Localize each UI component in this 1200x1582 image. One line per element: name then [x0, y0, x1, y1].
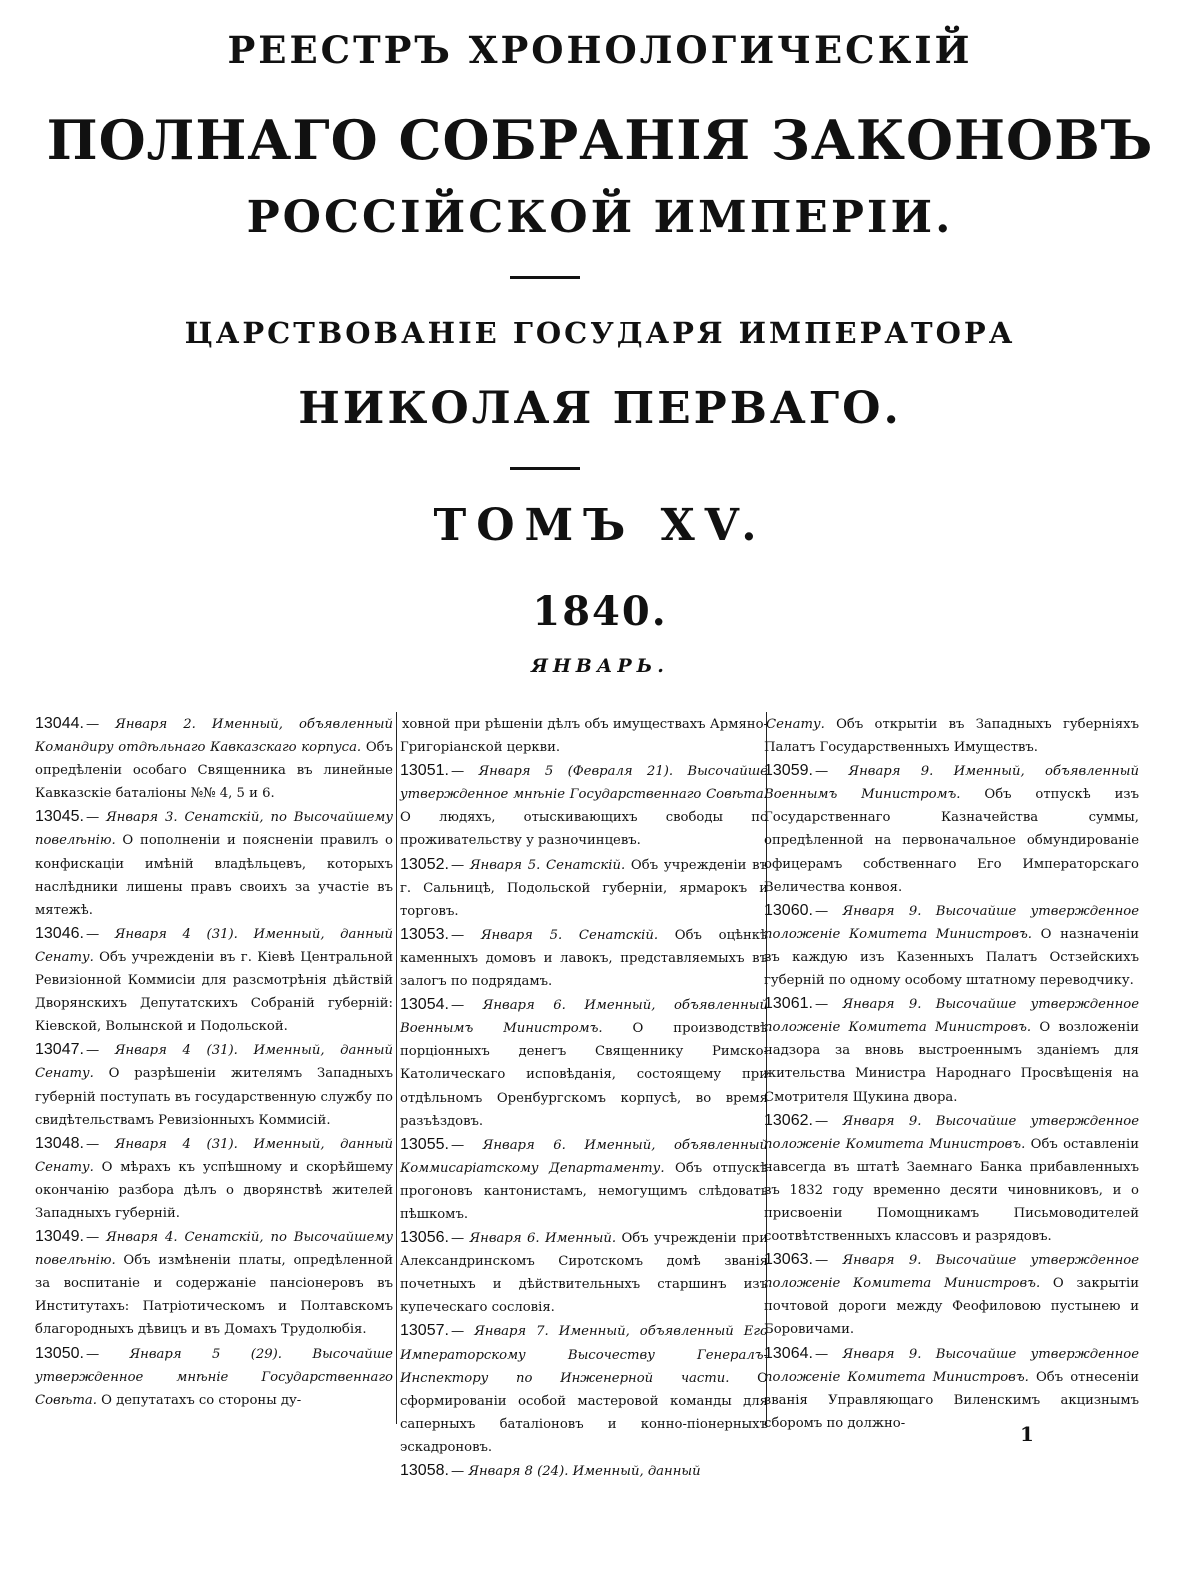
entry-number: 13053. [400, 925, 449, 943]
law-entry [764, 1248, 1139, 1341]
entry-text: Объ измѣненіи платы, опредѣленной за воспитаніе и содержаніе пансіонеровъ въ Институтахъ: Патріотическомъ и Полтавскомъ благородныхъ дѣвицъ и въ Домахъ Трудолюбія. [35, 1253, 393, 1338]
entry-heading: — Января 4 (31). Именный, данный Сенату. [35, 926, 393, 965]
page-number: 1 [1020, 1422, 1034, 1446]
law-entry [764, 712, 1139, 759]
entry-heading: — Января 9. Высочайше утвержденное положеніе Комитета Министровъ. [764, 903, 1139, 942]
law-entry [35, 805, 393, 921]
header-line-registry: РЕЕСТРЪ ХРОНОЛОГИЧЕСКІЙ [227, 28, 973, 72]
entry-number: 13048. [35, 1134, 84, 1152]
entry-heading: — Января 9. Высочайше утвержденное положеніе Комитета Министровъ. [764, 1113, 1139, 1152]
entry-heading: — Января 4. Сенатскій, по Высочайшему повелѣнію. [35, 1230, 393, 1269]
header-line-collection: ПОЛНАГО СОБРАНІЯ ЗАКОНОВЪ [46, 108, 1154, 172]
entry-heading: — Января 5. Сенатскій. [450, 927, 659, 943]
law-entry [400, 923, 768, 993]
entry-number: 13058. [400, 1462, 449, 1479]
entry-text: О разрѣшеніи жителямъ Западныхъ губерній поступать въ государственную службу по свидѣтельствамъ Ревизіонныхъ Коммисій. [35, 1066, 393, 1128]
text-column [35, 712, 393, 1412]
month-heading: ЯНВАРЬ. [531, 655, 669, 677]
entry-number: 13062. [764, 1111, 813, 1129]
volume-title: ТОМЪ XV. [433, 500, 767, 551]
law-entry [400, 1459, 768, 1483]
entry-text: Объ учрежденіи въ г. Сальницѣ, Подольской губерніи, ярмарокъ и торговъ. [400, 857, 768, 919]
entry-heading: — Января 9. Высочайше утвержденное положеніе Комитета Министровъ. [764, 1346, 1139, 1385]
law-entry [764, 899, 1139, 992]
entry-text: Объ отнесеніи званія Управляющаго Виленскимъ акцизнымъ сборомъ по должно- [764, 1369, 1140, 1431]
entry-text: Объ оставленіи навсегда въ штатѣ Заемнаго Банка прибавленныхъ въ 1832 году временно десяти чиновниковъ, и о присвоеніи Помощникамъ Письмоводителей соотвѣтственныхъ классовъ и разрядовъ. [764, 1136, 1139, 1245]
entry-number: 13060. [764, 901, 813, 919]
entry-heading: — Января 4 (31). Именный, данный Сенату. [35, 1136, 393, 1175]
entry-text: Объ отпускѣ изъ Государственнаго Казначейства суммы, опредѣленной на первоначальное обмундированіе офицерамъ собственнаго Его Императорскаго Величества конвоя. [764, 787, 1139, 895]
year-heading: 1840. [532, 588, 668, 635]
entry-heading: — Января 5 (Февраля 21). Высочайше утвержденное мнѣніе Государственнаго Совѣта. [400, 764, 768, 803]
law-entry [764, 1342, 1139, 1435]
header-divider [510, 276, 580, 279]
entry-text: О мѣрахъ къ успѣшному и скорѣйшему окончанію разбора дѣлъ о дворянствѣ жителей Западныхъ губерній. [35, 1159, 393, 1221]
entry-number: 13057. [400, 1322, 449, 1340]
entry-number: 13056. [400, 1229, 449, 1247]
law-entry [764, 759, 1139, 899]
header-line-reign: ЦАРСТВОВАНІЕ ГОСУДАРЯ ИМПЕРАТОРА [184, 316, 1016, 350]
entry-number: 13051. [400, 762, 449, 780]
law-entry [35, 1038, 393, 1131]
entry-text: О производствѣ порціонныхъ денегъ Священнику Римско-Католическаго исповѣданія, состоящему при отдѣльномъ Оренбургскомъ корпусѣ, во время разъѣздовъ. [400, 1021, 769, 1129]
entry-heading: — Января 9. Именный, объявленный Военнымъ Министромъ. [764, 764, 1139, 803]
entry-number: 13061. [764, 995, 813, 1013]
law-entry [400, 993, 768, 1133]
entry-heading: — Января 2. Именный, объявленный Командиру отдѣльнаго Кавказскаго корпуса. [35, 717, 393, 756]
entry-number: 13052. [400, 855, 449, 873]
law-entry [35, 1132, 393, 1225]
entry-heading: — Января 8 (24). Именный, данный [450, 1464, 701, 1479]
law-entry [764, 992, 1139, 1108]
entry-text: О депутатахъ со стороны ду- [96, 1392, 302, 1408]
law-entry [400, 1133, 768, 1226]
entry-heading: — Января 3. Сенатскій, по Высочайшему повелѣнію. [35, 810, 393, 849]
entry-number: 13044. [35, 715, 84, 732]
entry-heading: — Января 4 (31). Именный, данный Сенату. [35, 1043, 393, 1082]
entry-text: Объ оцѣнкѣ каменныхъ домовъ и лавокъ, представляемыхъ въ залогъ по подрядамъ. [400, 927, 768, 990]
entry-number: 13050. [35, 1344, 84, 1362]
entry-text: О людяхъ, отыскивающихъ свободы по проживательству у разночинцевъ. [400, 810, 768, 849]
header-line-emperor: НИКОЛАЯ ПЕРВАГО. [298, 383, 902, 434]
entry-number: 13064. [764, 1344, 813, 1362]
entry-number: 13055. [400, 1135, 449, 1153]
law-entry [400, 759, 768, 852]
entry-text: ховной при рѣшеніи дѣлъ объ имуществахъ Армяно-Григоріанской церкви. [400, 717, 768, 756]
entry-text: О возложеніи надзора за вновь выстроеннымъ зданіемъ для жительства Министра Народнаго Просвѣщенія на Смотрителя Щукина двора. [764, 1020, 1139, 1105]
law-entry [400, 1226, 768, 1319]
entry-number: 13045. [35, 808, 84, 826]
entry-text: Объ отпускѣ прогоновъ кантонистамъ, немогущимъ слѣдовать пѣшкомъ. [400, 1160, 768, 1222]
law-entry [764, 1109, 1139, 1249]
entry-heading: — Января 6. Именный, объявленный Коммисаріатскому Департаменту. [400, 1137, 768, 1176]
entry-number: 13059. [764, 762, 813, 780]
entry-text: О назначеніи въ каждую изъ Казенныхъ Палатъ Остзейскихъ губерній по одному особому штатному переводчику. [764, 926, 1139, 989]
entry-text: О закрытіи почтовой дороги между Феофиловою пустынею и Боровичами. [764, 1276, 1139, 1338]
header-divider [510, 467, 580, 470]
entry-heading: — Января 7. Именный, объявленный Его Императорскому Высочеству Генералъ-Инспектору по Инженерной части. [400, 1324, 768, 1386]
column-divider [396, 712, 397, 1424]
text-column [764, 712, 1139, 1435]
entry-number: 13063. [764, 1251, 813, 1269]
law-entry [35, 1225, 393, 1341]
entry-number: 13046. [35, 924, 84, 942]
entry-heading: — Января 6. Именный. [450, 1231, 617, 1247]
law-entry [35, 922, 393, 1038]
entry-text: Объ опредѣленіи особаго Священника въ линейные Кавказскіе баталіоны №№ 4, 5 и 6. [35, 740, 393, 802]
text-column [400, 712, 768, 1483]
entry-heading: Сенату. [766, 717, 825, 732]
law-entry [400, 712, 768, 759]
entry-heading: — Января 6. Именный, объявленный Военнымъ Министромъ. [400, 998, 768, 1037]
entry-number: 13047. [35, 1041, 84, 1059]
entry-heading: — Января 5. Сенатскій. [450, 857, 626, 873]
law-entry [35, 712, 393, 805]
entry-text: Объ открытіи въ Западныхъ губерніяхъ Палатъ Государственныхъ Имуществъ. [764, 717, 1139, 756]
entry-number: 13054. [400, 996, 449, 1014]
entry-heading: — Января 9. Высочайше утвержденное положеніе Комитета Министровъ. [764, 997, 1139, 1036]
law-entry [35, 1342, 393, 1412]
entry-text: О сформированіи особой мастеровой команды для саперныхъ баталіоновъ и конно-піонерныхъ эскадроновъ. [400, 1370, 768, 1455]
entry-number: 13049. [35, 1228, 84, 1246]
entry-text: Объ учрежденіи въ г. Кіевѣ Центральной Ревизіонной Коммисіи для разсмотрѣнія дѣйствій Дворянскихъ Депутатскихъ Собраній губерній: Кіевской, Волынской и Подольской. [35, 949, 393, 1035]
entry-heading: — Января 5 (29). Высочайше утвержденное мнѣніе Государственнаго Совѣта. [35, 1346, 393, 1408]
entry-heading: — Января 9. Высочайше утвержденное положеніе Комитета Министровъ. [764, 1253, 1139, 1292]
law-entry [400, 1319, 768, 1459]
header-line-empire: РОССІЙСКОЙ ИМПЕРІИ. [246, 192, 954, 243]
entry-text: О пополненіи и поясненіи правилъ о конфискаціи имѣній владѣльцевъ, которыхъ наслѣдники лишены правъ своихъ за участіе въ мятежѣ. [35, 833, 393, 918]
entry-text: Объ учрежденіи при Александринскомъ Сиротскомъ домѣ званія почетныхъ и дѣйствительныхъ старшинъ изъ купеческаго сословія. [400, 1231, 768, 1316]
law-entry [400, 853, 768, 923]
